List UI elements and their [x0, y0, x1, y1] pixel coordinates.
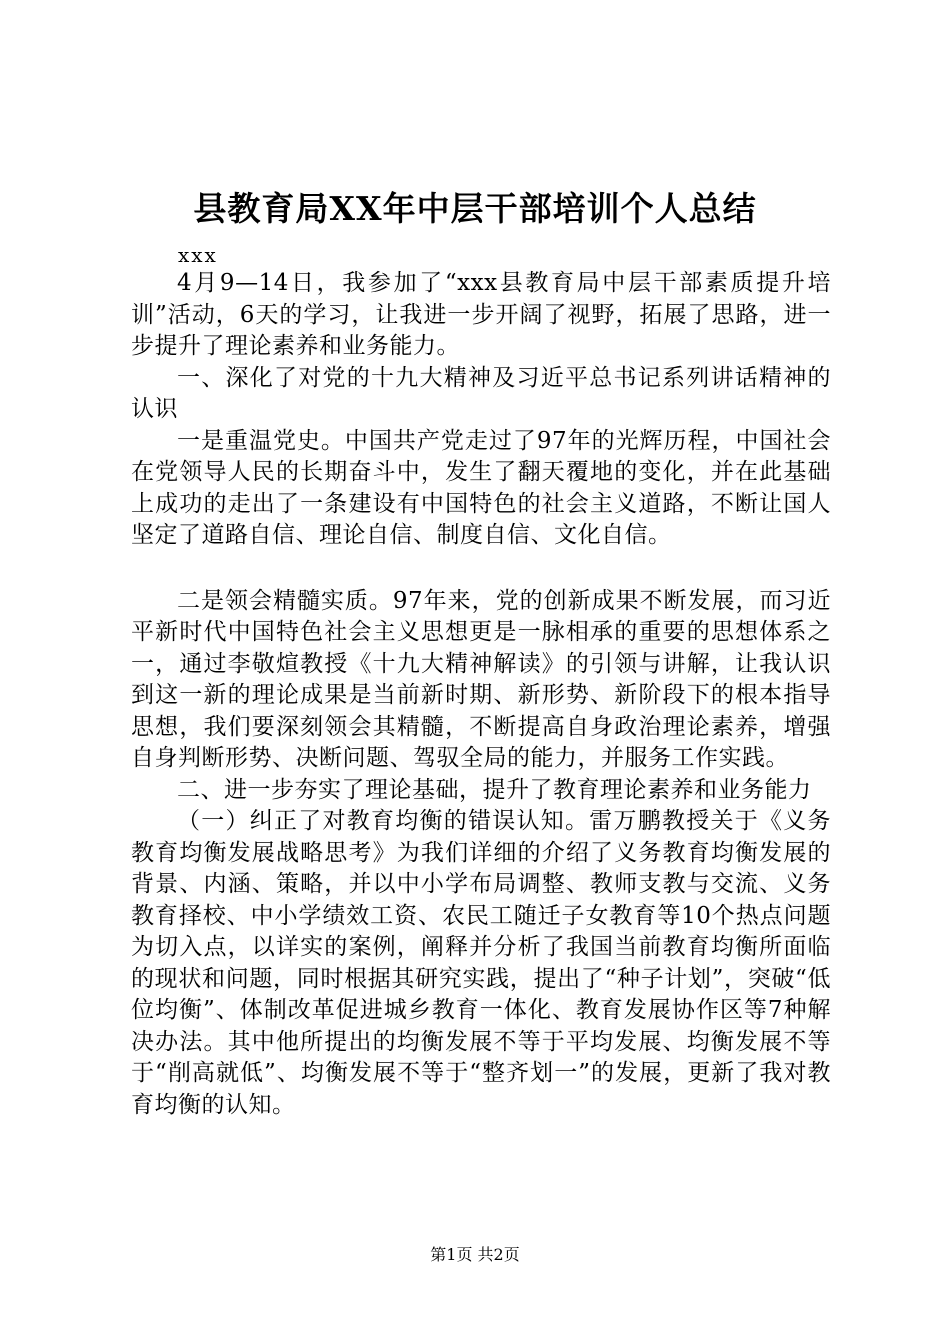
paragraph-party-history: 一是重温党史。中国共产党走过了97年的光辉历程，中国社会在党领导人民的长期奋斗中，发生了翻天覆地的变化，并在此基础上成功的走出了一条建设有中国特色的社会主义道路，不断让国人坚定了道路自信、理论自信、制度自信、文化自信。: [131, 427, 831, 548]
page-footer: 第1页 共2页: [430, 1245, 520, 1264]
paragraph-education-balance: （一）纠正了对教育均衡的错误认知。雷万鹏教授关于《义务教育均衡发展战略思考》为我们详细的介绍了义务教育均衡发展的背景、内涵、策略，并以中小学布局调整、教师支教与交流、义务教育择校、中小学绩效工资、农民工随迁子女教育等10个热点问题为切入点，以详实的案例，阐释并分析了我国当前教育均衡所面临的现状和问题，同时根据其研究实践，提出了“种子计划”，突破“低位均衡”、体制改革促进城乡教育一体化、教育发展协作区等7种解决办法。其中他所提出的均衡发展不等于平均发展、均衡发展不等于“削高就低”、均衡发展不等于“整齐划一”的发展，更新了我对教育均衡的认知。: [131, 808, 831, 1118]
section-heading-1: 一、深化了对党的十九大精神及习近平总书记系列讲话精神的认识: [131, 364, 831, 422]
paragraph-spacer: [131, 552, 831, 586]
section-heading-2: 二、进一步夯实了理论基础，提升了教育理论素养和业务能力: [177, 776, 812, 803]
author-name: xxx: [178, 243, 218, 267]
paragraph-essence: 二是领会精髓实质。97年来，党的创新成果不断发展，而习近平新时代中国特色社会主义思想更是一脉相承的重要的思想体系之一，通过李敬煊教授《十九大精神解读》的引领与讲解，让我认识到这一新的理论成果是当前新时期、新形势、新阶段下的根本指导思想，我们要深刻领会其精髓，不断提高自身政治理论素养，增强自身判断形势、决断问题、驾驭全局的能力，并服务工作实践。: [131, 587, 831, 771]
paragraph-intro: 4月9—14日，我参加了“xxx县教育局中层干部素质提升培训”活动，6天的学习，让我进一步开阔了视野，拓展了思路，进一步提升了理论素养和业务能力。: [131, 270, 831, 359]
document-body: [131, 268, 831, 1121]
document-title: 县教育局XX年中层干部培训个人总结: [193, 189, 757, 228]
